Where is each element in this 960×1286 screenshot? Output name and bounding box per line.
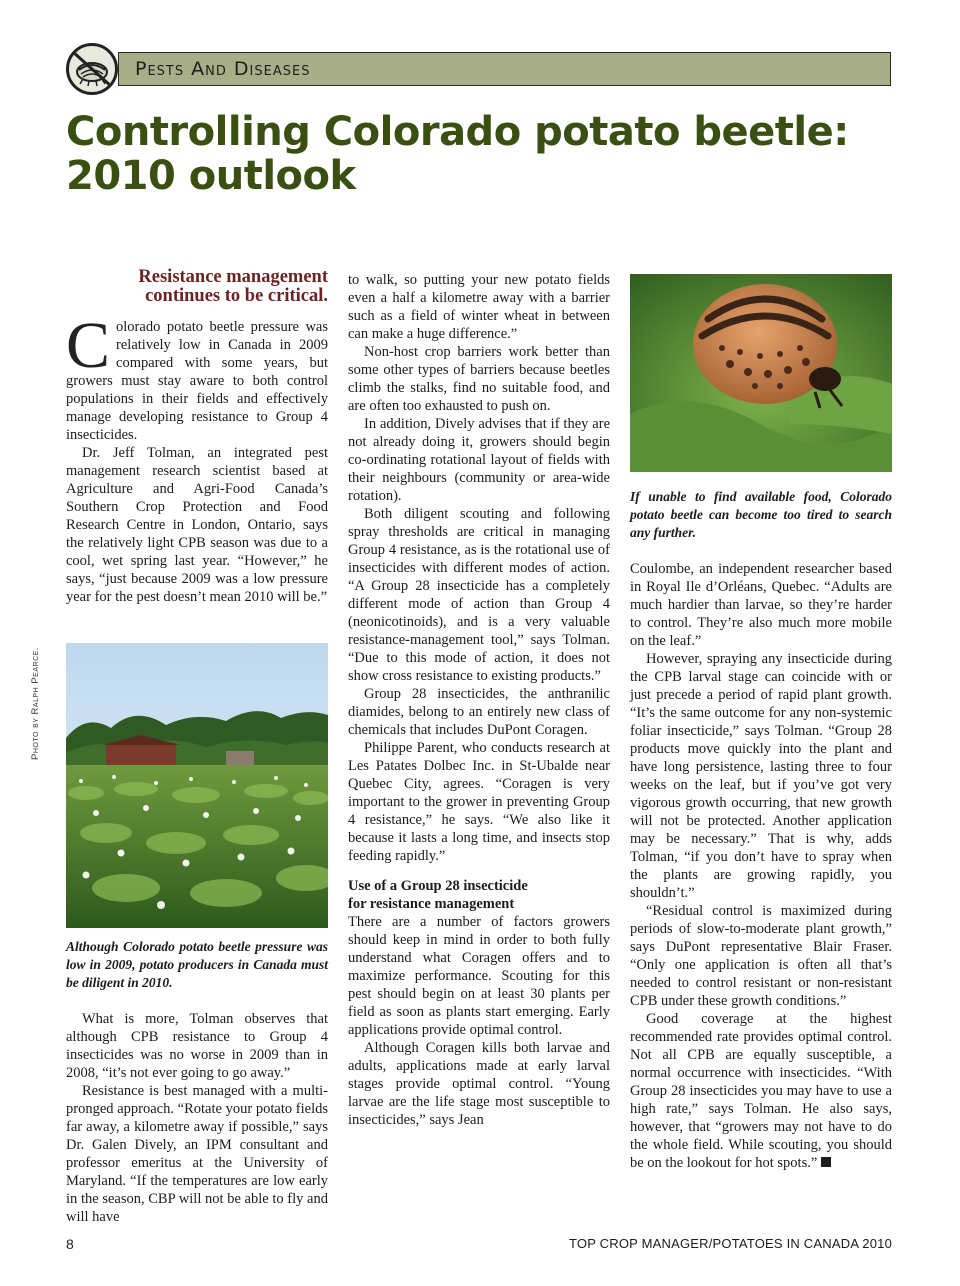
column-3 xyxy=(630,560,892,1172)
paragraph: Dr. Jeff Tolman, an integrated pest management research scientist based at Agriculture and Agri-Food Canada’s Southern Crop Protection and Food Research Centre in London, Ontario, says the relatively light CPB season was due to a cool, wet spring last year. “However,” he says, “just because 2009 was a low pressure year for the pest doesn’t mean 2010 will be.” xyxy=(66,445,328,605)
paragraph: “Residual control is maximized during periods of slow-to-moderate plant growth,” says DuPont representative Blair Fraser. “Only one application is often all that’s needed to control resistant or non-resistant CPB under these growth conditions.” xyxy=(630,903,892,1009)
beetle-larva-photo xyxy=(630,274,892,472)
paragraph: to walk, so putting your new potato fields even a half a kilometre away with a barrier such as a field of winter wheat in between can make a huge difference.” xyxy=(348,272,610,342)
column-1 xyxy=(66,268,328,606)
field-photo-caption: Although Colorado potato beetle pressure was low in 2009, potato producers in Canada must be diligent in 2010. xyxy=(66,939,328,990)
paragraph: Non-host crop barriers work better than some other types of barriers because beetles climb the stalks, find no suitable food, and are often too exhausted to push on. xyxy=(348,344,610,414)
beetle-icon xyxy=(66,43,118,95)
final-paragraph xyxy=(630,1010,892,1172)
deck-line-1: Resistance management xyxy=(138,267,328,287)
subheading-line-1: Use of a Group 28 insecticide xyxy=(348,878,528,894)
potato-field-photo xyxy=(66,643,328,928)
end-mark-icon xyxy=(821,1157,831,1167)
section-label: Pests And Diseases xyxy=(135,58,311,80)
paragraph: However, spraying any insecticide during the CPB larval stage can coincide with or just precede a period of rapid plant growth. “It’s the same outcome for any non-systemic foliar insecticide,” says Tolman. “Group 28 products move quickly into the plant and have long persistence, lasting three to four weeks on the leaf, but if you’ve got very vigorous growth occurring, that new growth will not be protected. Another application may be necessary.” That is why, adds Tolman, “if you don’t have to spray when the plants are growing rapidly, you shouldn’t.” xyxy=(630,651,892,901)
paragraph-text: Good coverage at the highest recommended rate provides optimal control. Not all CPB are equally susceptible, a normal occurrence with insecticides. “With Group 28 insecticides you may have to use a high rate,” says Tolman. He also says, however, that “growers may not have to do the whole field. While scouting, you should be on the lookout for hot spots.” xyxy=(630,1011,892,1171)
paragraph: Resistance is best managed with a multi-pronged approach. “Rotate your potato fields far away, a kilometre away if possible,” says Dr. Galen Dively, an IPM consultant and professor emeritus at the University of Maryland. “If the temperatures are low early in the season, CBP will not be able to fly and will have xyxy=(66,1083,328,1225)
publication-footer: TOP CROP MANAGER/POTATOES IN CANADA 2010 xyxy=(569,1236,892,1251)
paragraph-text: olorado potato beetle pressure was relatively low in Canada in 2009 compared with some years, but growers must stay aware to both control populations in their fields and effectively manage developing resistance to Group 4 insecticides. xyxy=(66,319,328,443)
lead-paragraph xyxy=(66,309,328,444)
article-headline xyxy=(66,110,926,198)
paragraph: In addition, Dively advises that if they are not already doing it, growers should begin co-ordinating rotational layout of fields with their neighbours (community or area-wide rotation). xyxy=(348,416,610,504)
column-1-continued xyxy=(66,1010,328,1226)
headline-line-1: Controlling Colorado potato beetle: xyxy=(66,109,849,155)
beetle-photo-caption: If unable to find available food, Colorado potato beetle can become too tired to search any further. xyxy=(630,489,892,540)
paragraph: Group 28 insecticides, the anthranilic diamides, belong to an entirely new class of chemicals that includes DuPont Coragen. xyxy=(348,686,610,738)
page-number: 8 xyxy=(66,1236,74,1252)
drop-cap: C xyxy=(66,309,111,382)
article-deck xyxy=(66,268,328,306)
photo-credit: Photo by Ralph Pearce. xyxy=(30,647,41,760)
column-2 xyxy=(348,271,610,1129)
paragraph: Philippe Parent, who conducts research at Les Patates Dolbec Inc. in St-Ubalde near Quebec City, agrees. “Coragen is very important to the grower in preventing Group 4 resistance,” he says. “We also like it because it lasts a long time, and insects stop feeding rapidly.” xyxy=(348,740,610,864)
section-banner xyxy=(118,52,891,86)
paragraph: What is more, Tolman observes that although CPB resistance to Group 4 insecticides was no worse in 2009 than in 2008, “it’s not ever going to go away.” xyxy=(66,1011,328,1081)
paragraph: Although Coragen kills both larvae and adults, applications made at early larval stages provide optimal control. “Young larvae are the life stage most susceptible to insecticides,” says Jean xyxy=(348,1040,610,1128)
headline-line-2: 2010 outlook xyxy=(66,153,356,199)
subheading-line-2: for resistance management xyxy=(348,896,515,912)
subheading xyxy=(348,877,610,913)
paragraph: There are a number of factors growers should keep in mind in order to both fully understand what Coragen offers and to maximize performance. Scouting for this pest should begin on at least 30 plants per field as soon as plants start emerging. Early applications provide optimal control. xyxy=(348,914,610,1038)
deck-line-2: continues to be critical. xyxy=(145,286,328,306)
paragraph: Coulombe, an independent researcher based in Royal Ile d’Orléans, Quebec. “Adults are much hardier than larvae, so they’re harder to control. They’re also much more mobile on the leaf.” xyxy=(630,561,892,649)
paragraph: Both diligent scouting and following spray thresholds are critical in managing Group 4 resistance, as is the rotational use of insecticides with different modes of action. “A Group 28 insecticide has a completely different mode of action than Group 4 (neonicotinoids), and is a very valuable resistance-management tool,” says Tolman. “Due to this mode of action, it does not show cross resistance to existing products.” xyxy=(348,506,610,684)
